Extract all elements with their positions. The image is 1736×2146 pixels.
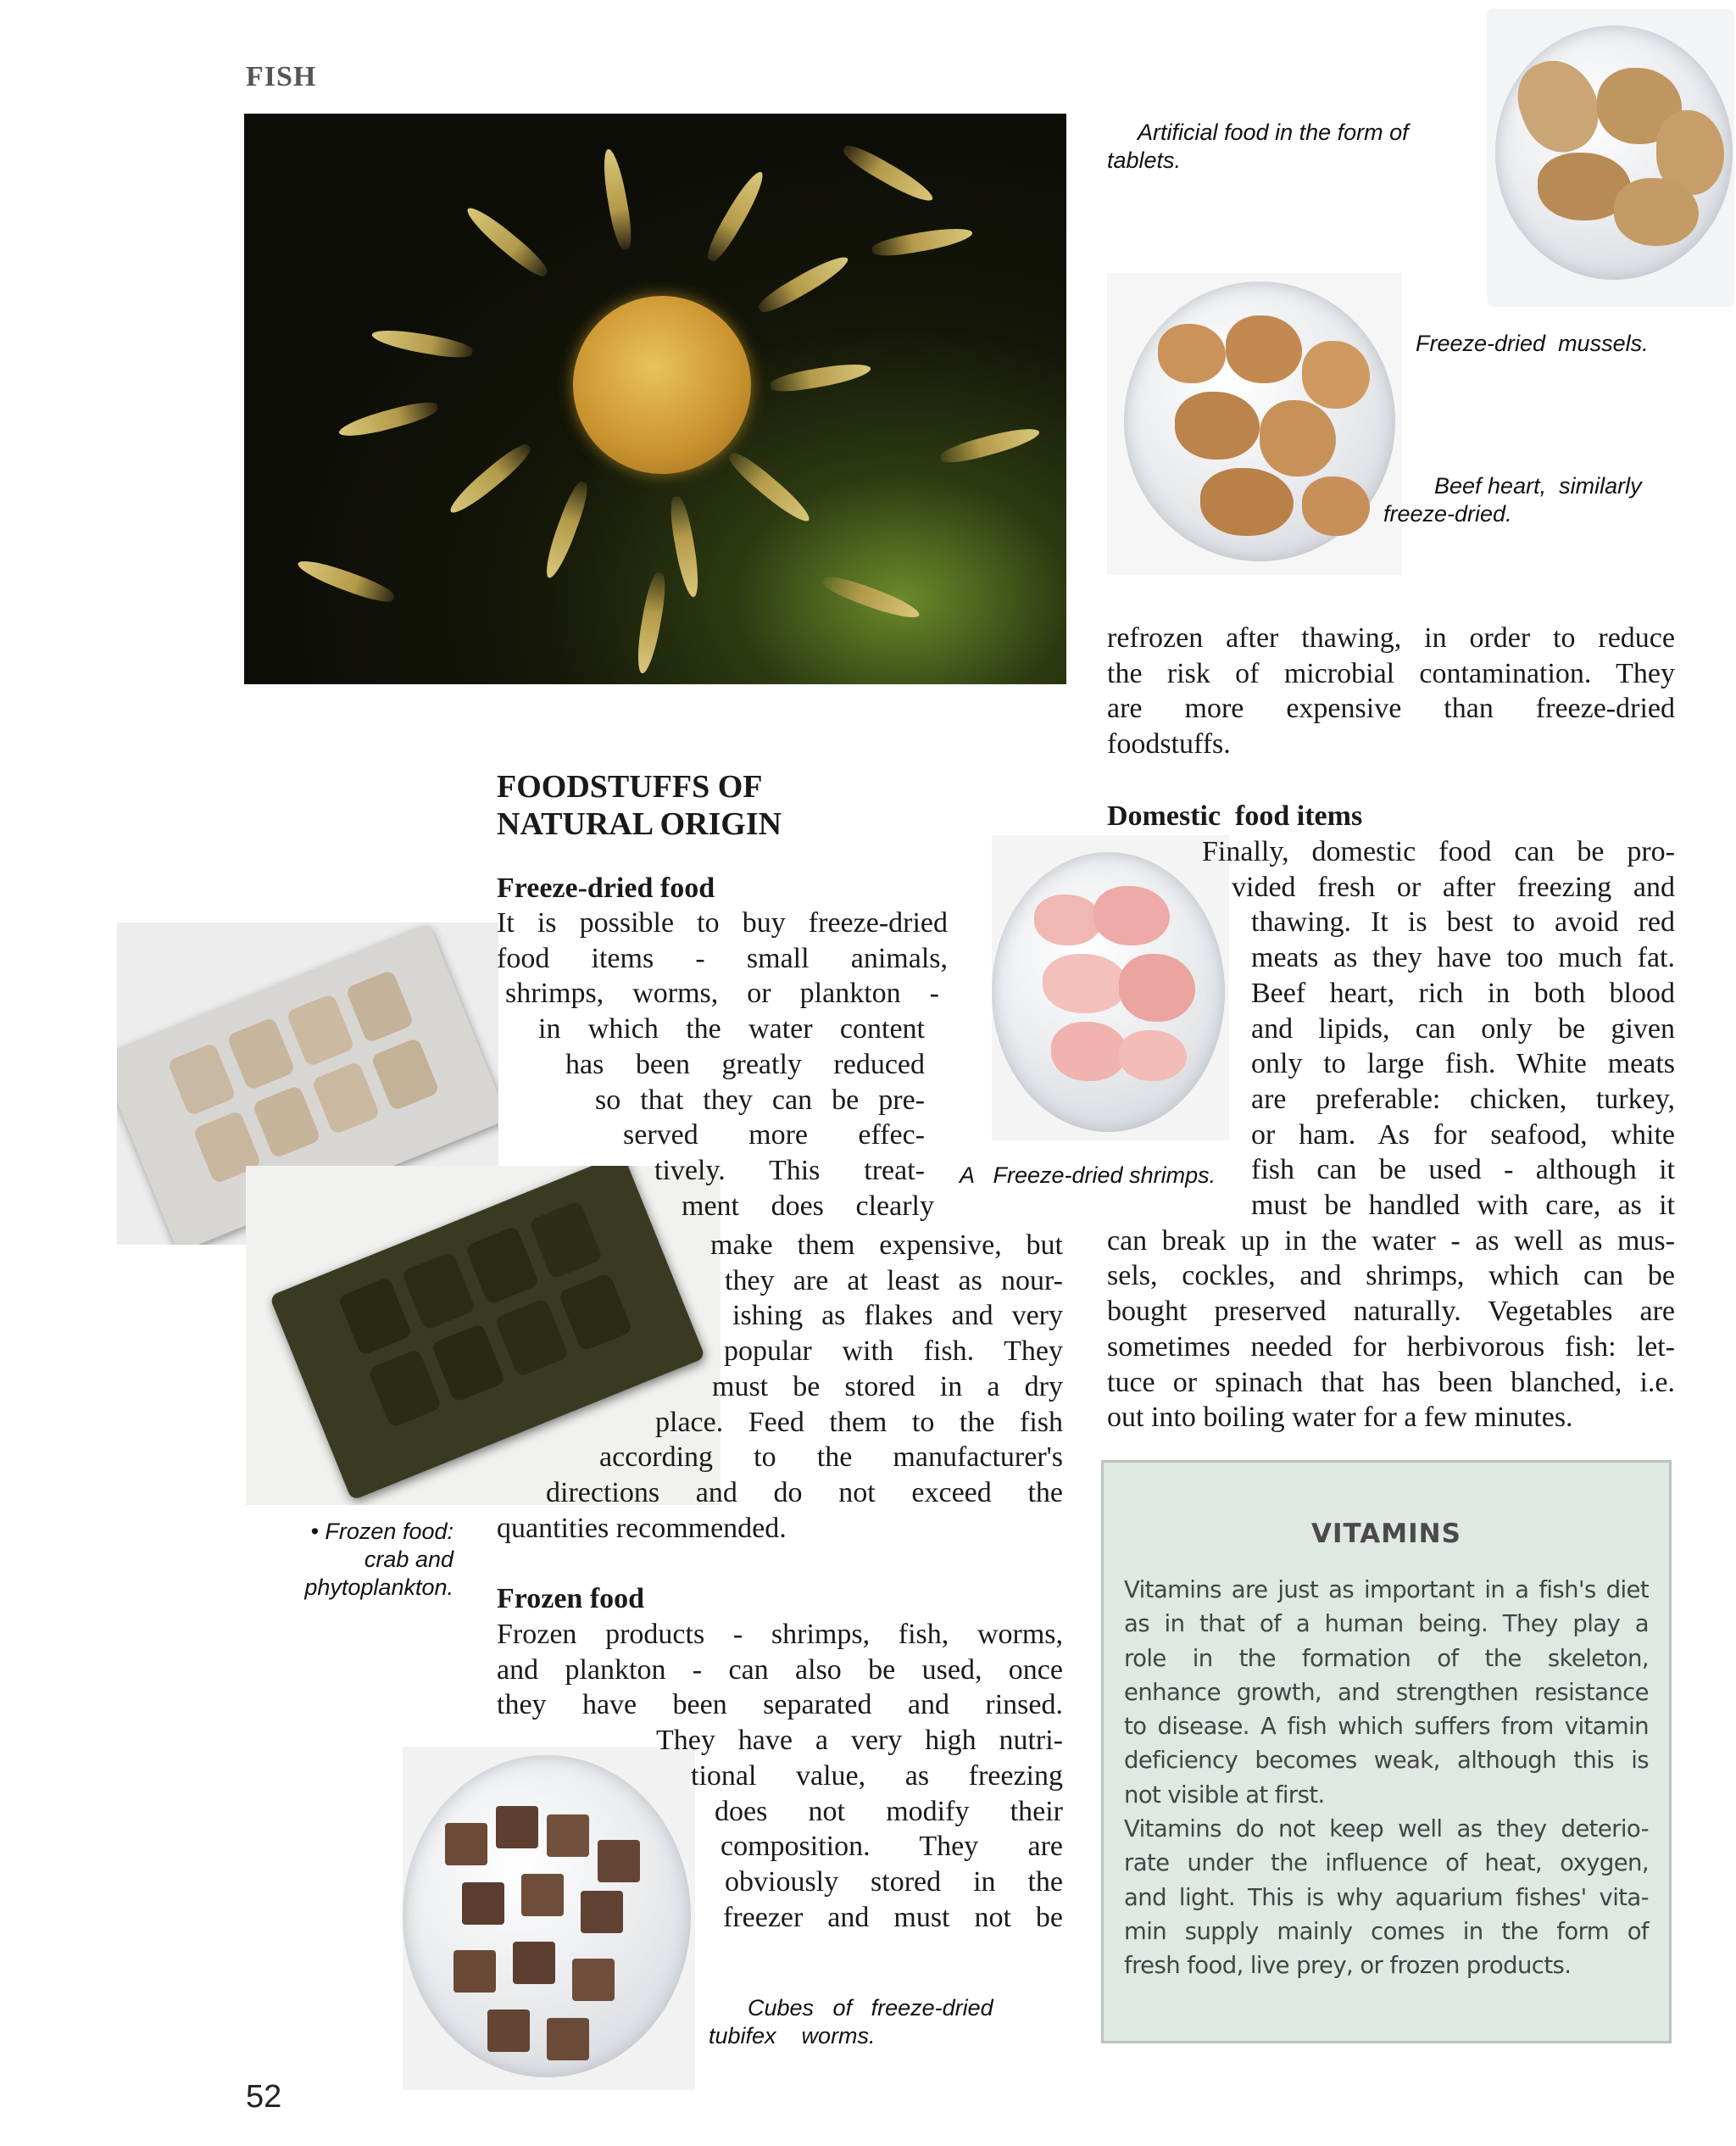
heading-domestic: Domestic food items [1107,800,1363,832]
caption-beef-heart: Beef heart, similarly freeze-dried. [1383,473,1642,527]
caption-tablets: Artificial food in the form of tablets. [1107,120,1409,173]
freeze-dried-shrimps-photo [992,835,1229,1140]
caption-shrimps: A Freeze-dried shrimps. [960,1162,1216,1188]
fish-fry-feeding-photo [244,114,1066,684]
heading-freeze-dried: Freeze-dried food [497,872,715,904]
tablets-photo [1487,8,1734,307]
vitamins-text: Vitamins are just as important in a fish's diet as in that of a human being. They play a role in the formation of the skeleton, enhance growth, and strengthen resistance to disease. A fish which suffers from vitamin deficiency becomes weak, although this is not visible at first. Vitamins do not keep well as they deterio- rate under the influence of heat, oxygen, and light. This is why aquarium fishes' vita- min supply mainly comes in the form of fresh food, live prey, or frozen products. [1124,1576,1649,1980]
vitamins-title: VITAMINS [1311,1519,1461,1549]
section-title: FOODSTUFFS OF NATURAL ORIGIN [497,769,782,842]
freeze-dried-mussels-photo [1107,273,1402,575]
page-number: 52 [246,2079,282,2115]
tubifex-cubes-photo [403,1747,695,2090]
heading-frozen: Frozen food [497,1583,645,1614]
food-tablet-disc [573,296,751,474]
caption-mussels: Freeze-dried mussels. [1416,331,1649,356]
caption-frozen-food: • Frozen food: crab and phytoplankton. [304,1519,453,1600]
section-header: FISH [246,61,317,92]
caption-tubifex: Cubes of freeze-dried tubifex worms. [709,1995,993,2048]
vitamins-box [1101,1460,1672,2043]
